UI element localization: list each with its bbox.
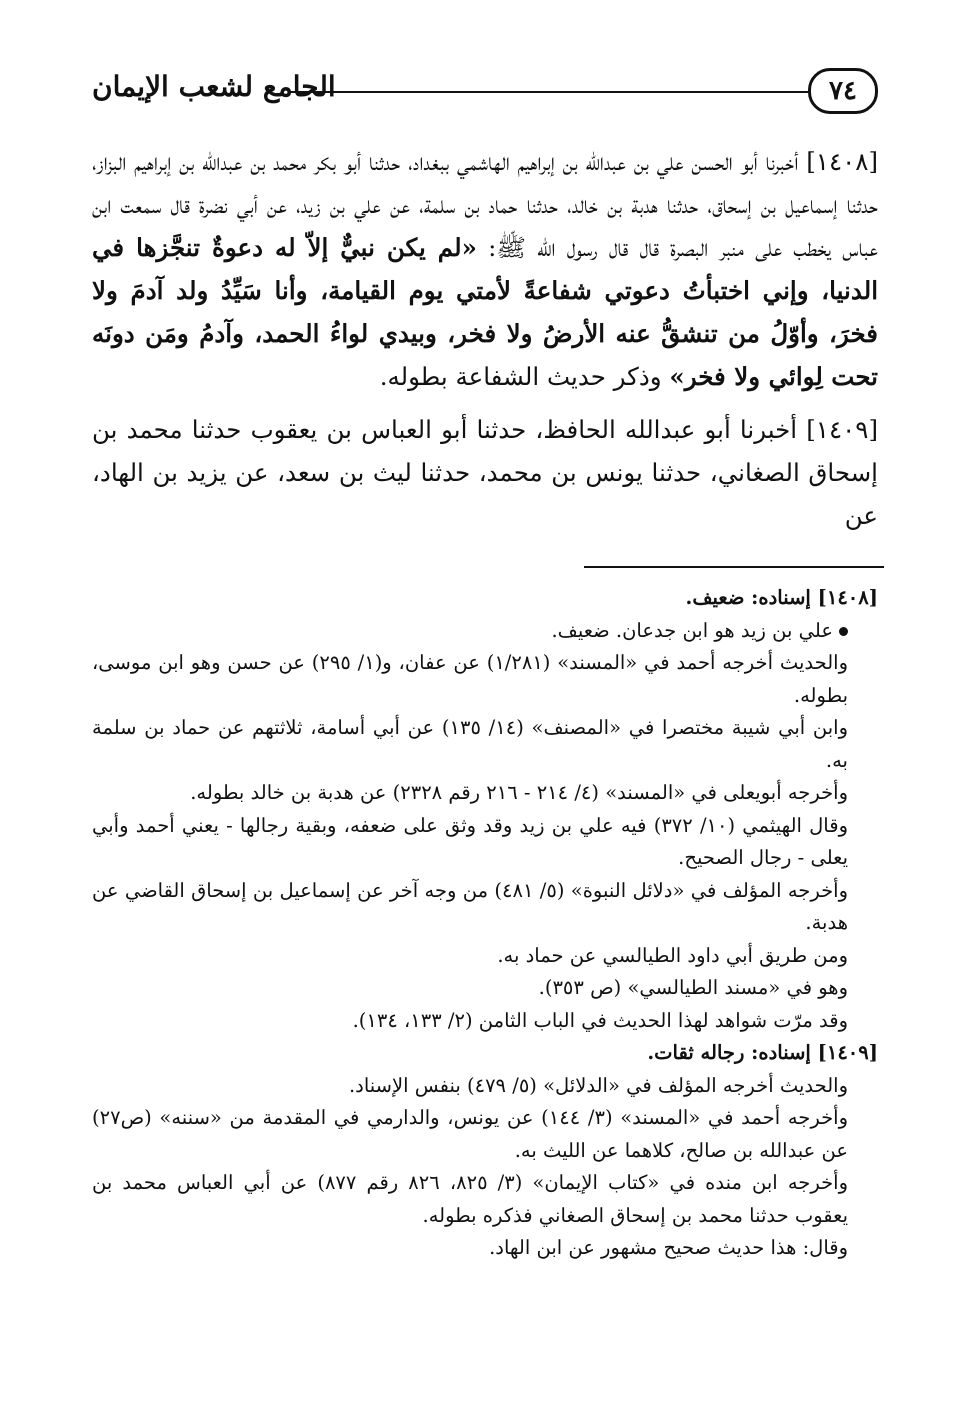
- footnote-line: ومن طريق أبي داود الطيالسي عن حماد به.: [497, 943, 848, 967]
- book-title: الجامع لشعب الإيمان: [92, 70, 336, 103]
- footnote-line: وقد مرّت شواهد لهذا الحديث في الباب الثامن (٢/ ١٣٣، ١٣٤).: [352, 1008, 848, 1032]
- footnote-line: وأخرجه المؤلف في «دلائل النبوة» (٥/ ٤٨١) من وجه آخر عن إسماعيل بن إسحاق القاضي عن هدبة.: [92, 878, 848, 934]
- page-header: [92, 62, 878, 124]
- footnote-heading-1408: [١٤٠٨] إسناده: ضعيف.: [685, 586, 878, 609]
- footnote-line: وأخرجه أبويعلى في «المسند» (٤/ ٢١٤ - ٢١٦ رقم ٢٣٢٨) عن هدبة بن خالد بطوله.: [190, 781, 848, 804]
- footnote-line: وقال الهيثمي (١٠/ ٣٧٢) فيه علي بن زيد وقد وثق على ضعفه، وبقية رجالها - يعني أحمد وأبي يعلى - رجال الصحيح.: [92, 813, 848, 869]
- footnote-divider: [584, 566, 884, 568]
- footnote-line: [92, 615, 878, 648]
- hadith-text: «لم يكن نبيٌّ إلاّ له دعوةٌ تنجَّزها في الدنيا، وإني اختبأتُ دعوتي شفاعةً لأمتي يوم القيامة، وأنا سَيِّدُ ولد آدمَ ولا فخرَ، وأوّلُ من تنشقُّ عنه الأرضُ ولا فخر، وبيدي لواءُ الحمد، وآدمُ ومَن دونَه تحت لِوائي ولا فخر»: [92, 233, 878, 391]
- bullet-icon: [839, 627, 848, 636]
- footnote-line: وأخرجه أحمد في «المسند» (٣/ ١٤٤) عن يونس، والدارمي في المقدمة من «سننه» (ص٢٧) عن عبدالله بن صالح، كلاهما عن الليث به.: [92, 1106, 848, 1162]
- hadith-paragraph-1409: [92, 408, 878, 537]
- main-text: [92, 140, 878, 547]
- footnotes: [92, 582, 878, 1265]
- footnote-line: وهو في «مسند الطيالسي» (ص ٣٥٣).: [538, 976, 848, 999]
- footnote-line: والحديث أخرجه المؤلف في «الدلائل» (٥/ ٤٧٩) بنفس الإسناد.: [348, 1073, 848, 1097]
- hadith-outro: وذكر حديث الشفاعة بطوله.: [379, 362, 662, 391]
- footnote-heading-1409: [١٤٠٩] إسناده: رجاله ثقات.: [647, 1041, 878, 1064]
- hadith-paragraph-1408: [92, 140, 878, 398]
- footnote-text: علي بن زيد هو ابن جدعان. ضعيف.: [551, 618, 833, 642]
- isnad-text: أخبرنا أبو عبدالله الحافظ، حدثنا أبو العباس بن يعقوب حدثنا محمد بن إسحاق الصغاني، حدثنا يونس بن محمد، حدثنا ليث بن سعد، عن يزيد بن الهاد، عن: [92, 415, 878, 530]
- hadith-number: [١٤٠٨]: [806, 147, 878, 176]
- footnote-line: وقال: هذا حديث صحيح مشهور عن ابن الهاد.: [489, 1236, 848, 1259]
- header-rule: [288, 91, 808, 93]
- footnote-line: والحديث أخرجه أحمد في «المسند» (١/٢٨١) عن عفان، و(١/ ٢٩٥) عن حسن وهو ابن موسى، بطوله.: [92, 651, 848, 707]
- footnote-line: وأخرجه ابن منده في «كتاب الإيمان» (٣/ ٨٢٥، ٨٢٦ رقم ٨٧٧) عن أبي العباس محمد بن يعقوب حدثنا محمد بن إسحاق الصغاني فذكره بطوله.: [92, 1171, 848, 1227]
- footnote-line: وابن أبي شيبة مختصرا في «المصنف» (١٤/ ١٣٥) عن أبي أسامة، ثلاثتهم عن حماد بن سلمة به.: [92, 716, 848, 772]
- isnad-text: أخبرنا أبو الحسن علي بن عبدالله بن إبراهيم الهاشمي ببغداد، حدثنا أبو بكر محمد بن عبدالله بن إبراهيم البزاز، حدثنا إسماعيل بن إسحاق، حدثنا هدبة بن خالد، حدثنا حماد بن سلمة، عن علي بن زيد، عن أبي نضرة قال سمعت ابن عباس يخطب على منبر البصرة قال قال رسول الله ﷺ:: [92, 147, 878, 262]
- page-number-badge: ٧٤: [808, 68, 878, 114]
- hadith-number: [١٤٠٩]: [806, 415, 878, 444]
